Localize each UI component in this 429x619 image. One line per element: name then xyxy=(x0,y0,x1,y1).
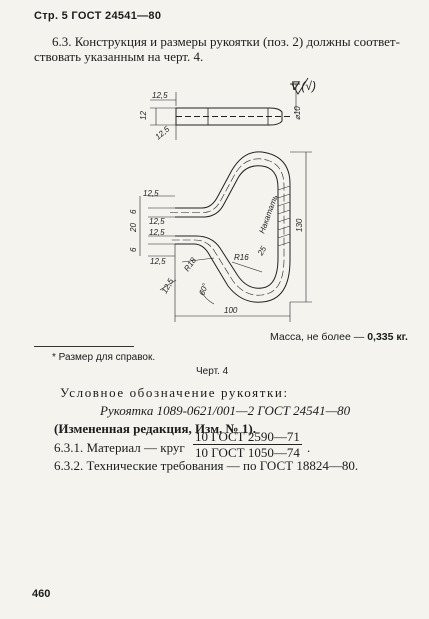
dim-25: 25 xyxy=(255,244,269,257)
figure-caption: Черт. 4 xyxy=(196,366,229,377)
dim-12-5-side: 12,5 xyxy=(153,124,172,142)
dim-12-5-b: 12,5 xyxy=(149,217,165,226)
material-end: . xyxy=(307,440,311,455)
dim-12-5-d: 12,5 xyxy=(150,257,166,266)
dim-r18: R18 xyxy=(182,255,199,274)
mass-note xyxy=(270,331,408,343)
dim-d10: ⌀10 xyxy=(293,106,302,120)
material-label: 6.3.1. Материал — круг xyxy=(54,440,185,455)
amendment-note: (Измененная редакция, Изм. № 1). xyxy=(54,421,256,436)
footnote: * Размер для справок. xyxy=(52,352,156,363)
dim-12-5-c: 12,5 xyxy=(149,228,165,237)
dim-12-5-e: 12,5 xyxy=(159,277,176,295)
page-header: Стр. 5 ГОСТ 24541—80 xyxy=(34,10,162,22)
dim-12: 12 xyxy=(139,111,148,120)
paragraph-6-3-line2: ствовать указанным на черт. 4. xyxy=(34,49,204,64)
page-number: 460 xyxy=(32,588,51,600)
material-fraction xyxy=(193,430,302,460)
dim-12-5-a: 12,5 xyxy=(143,189,159,198)
dim-130: 130 xyxy=(295,218,304,232)
material-denominator: 10 ГОСТ 1050—74 xyxy=(195,445,300,460)
footnote-rule xyxy=(34,346,134,347)
dim-6-b: 6 xyxy=(129,247,138,252)
designation-heading: Условное обозначение рукоятки: xyxy=(60,385,289,400)
paragraph-6-3-line1: 6.3. Конструкция и размеры рукоятки (поз. 2) должны соответ- xyxy=(52,34,400,49)
dim-6-a: 6 xyxy=(129,209,138,214)
dim-12-5-top: 12,5 xyxy=(152,91,168,100)
technical-requirements: 6.3.2. Технические требования — по ГОСТ 18824—80. xyxy=(54,458,359,473)
mass-label: Масса, не более — xyxy=(270,331,365,343)
dim-100: 100 xyxy=(224,306,238,315)
surface-mark: ∇ (√) xyxy=(290,79,316,93)
designation-example: Рукоятка 1089-0621/001—2 ГОСТ 24541—80 xyxy=(100,403,351,418)
dim-20: 20 xyxy=(129,223,138,232)
material-numerator: 10 ГОСТ 2590—71 xyxy=(195,429,300,444)
mass-value: 0,335 кг. xyxy=(367,331,408,343)
dim-angle-60: 60° xyxy=(197,282,211,297)
dim-r16: R16 xyxy=(234,253,249,262)
knurl-note: Накатать xyxy=(257,193,280,235)
